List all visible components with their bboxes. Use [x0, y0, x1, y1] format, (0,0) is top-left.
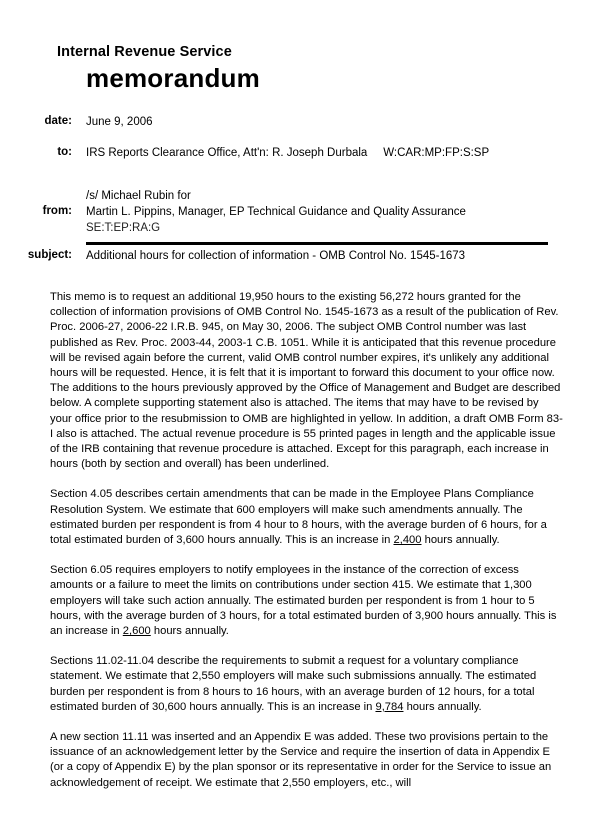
- to-value: IRS Reports Clearance Office, Att'n: R. Joseph Durbala W:CAR:MP:FP:S:SP: [86, 147, 490, 159]
- paragraph-4-text-before: Sections 11.02-11.04 describe the requirements to submit a request for a voluntary compliance statement. We estimate that 2,550 employers will make such submissions annually. The estimated burden per respondent is from 8 hours to 16 hours, with an average burden of 12 hours, for a total estimated burden of 30,600 hours annually. This is an increase in: [50, 655, 537, 713]
- from-name-line: Martin L. Pippins, Manager, EP Technical Guidance and Quality Assurance: [86, 206, 466, 218]
- paragraph-2-increase-hours: 2,400: [393, 534, 422, 547]
- to-label: to:: [57, 146, 72, 158]
- from-label: from:: [42, 205, 72, 217]
- paragraph-4-text-after: hours annually.: [403, 700, 482, 713]
- date-label: date:: [44, 115, 72, 127]
- subject-value: Additional hours for collection of information - OMB Control No. 1545-1673: [86, 250, 466, 262]
- body-paragraph-3: [50, 563, 563, 639]
- subject-label: subject:: [27, 249, 72, 261]
- from-signature-line: /s/ Michael Rubin for: [86, 190, 191, 202]
- from-value: [86, 188, 546, 236]
- body-paragraph-1: This memo is to request an additional 19,950 hours to the existing 56,272 hours granted for the collection of information provisions of OMB Control No. 1545-1673 as a result of the publication of Rev. Proc. 2006-27, 2006-22 I.R.B. 945, on May 30, 2006. The subject OMB Control number was last published as Rev. Proc. 2003-44, 2003-1 C.B. 1051. While it is anticipated that this revenue procedure will be revised again before the current, valid OMB control number expires, it's unlikely any additional hours will be requested. Hence, it is felt that it is important to forward this document to your office now. The additions to the hours previously approved by the Office of Management and Budget are described below. A complete supporting statement also is attached. The items that may have to be revised by your office prior to the resubmission to OMB are highlighted in yellow. In addition, a draft OMB Form 83-I also is attached. The actual revenue procedure is 55 printed pages in length and the applicable issue of the IRB containing that revenue procedure is attached. Except for this paragraph, each increase in hours (both by section and overall) has been underlined.: [50, 291, 563, 471]
- paragraph-4-increase-hours: 9,784: [375, 700, 404, 713]
- paragraph-2-text-before: Section 4.05 describes certain amendments that can be made in the Employee Plans Compliance Resolution System. We estimate that 600 employers will make such amendments annually. The estimated burden per respondent is from 4 hour to 8 hours, with the average burden of 6 hours, for a total estimated burden of 3,600 hours annually. This is an increase in: [50, 488, 547, 547]
- body-paragraph-4: [50, 654, 563, 715]
- subject-divider: [86, 242, 548, 245]
- paragraph-3-increase-hours: 2,600: [122, 625, 151, 638]
- memo-body: [50, 290, 563, 806]
- date-value: June 9, 2006: [86, 116, 153, 128]
- paragraph-2-text-after: hours annually.: [421, 534, 500, 547]
- paragraph-3-text-after: hours annually.: [150, 625, 229, 638]
- body-paragraph-2: [50, 487, 563, 548]
- page-title: memorandum: [86, 63, 260, 93]
- paragraph-3-text-before: Section 6.05 requires employers to notify employees in the instance of the correction of excess amounts or a failure to meet the limits on contributions under section 415. We estimate that 1,300 employers will take such action annually. The estimated burden per respondent is from 1 hour to 5 hours, with the average burden of 3 hours, for a total estimated burden of 3,900 hours annually. This is an increase in: [50, 564, 557, 638]
- body-paragraph-5: A new section 11.11 was inserted and an Appendix E was added. These two provisions pertain to the issuance of an acknowledgement letter by the Service and require the insertion of data in Appendix E (or a copy of Appendix E) by the plan sponsor or its representative in order for the Service to issue an acknowledgement of receipt. We estimate that 2,550 employers, etc., will: [50, 731, 552, 789]
- from-org-code-line: SE:T:EP:RA:G: [86, 222, 161, 234]
- agency-name: Internal Revenue Service: [57, 44, 232, 60]
